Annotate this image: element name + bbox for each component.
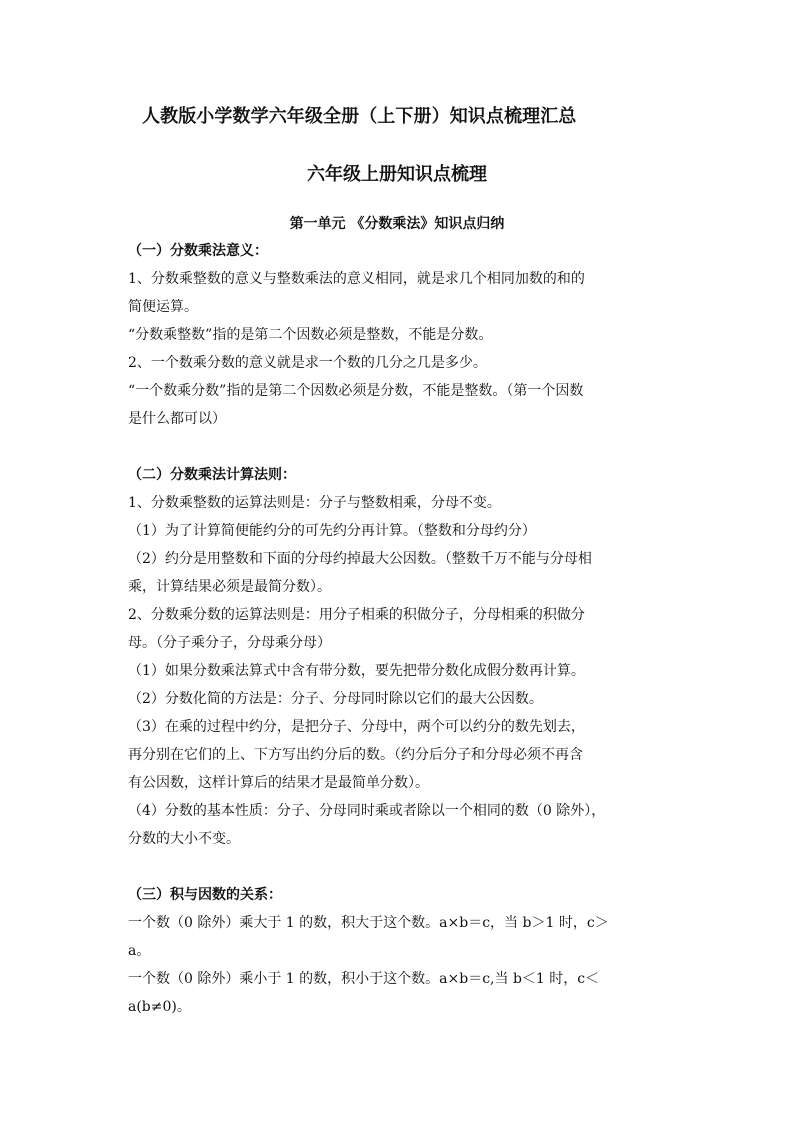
text-line: 是什么都可以） (128, 411, 226, 427)
text-line: （1）如果分数乘法算式中含有带分数，要先把带分数化成假分数再计算。 (128, 663, 585, 679)
section-heading-relation: （三）积与因数的关系： (128, 887, 282, 903)
text-line: 有公因数，这样计算后的结果才是最简单分数）。 (128, 775, 429, 791)
text-line: 简便运算。 (128, 299, 198, 315)
text-line: “一个数乘分数”指的是第二个因数必须是分数，不能是整数。（第一个因数 (128, 383, 584, 399)
text-line: （2）约分是用整数和下面的分母约掉最大公因数。（整数千万不能与分母相 (128, 551, 592, 567)
text-line: （2）分数化简的方法是：分子、分母同时除以它们的最大公因数。 (128, 691, 543, 707)
text-line: 一个数（0 除外）乘小于 1 的数，积小于这个数。a×b＝c,当 b＜1 时，c＜ (128, 971, 600, 987)
text-line: 分数的大小不变。 (128, 831, 240, 847)
unit-title: 第一单元 《分数乘法》知识点归纳 (289, 216, 505, 232)
text-line: （3）在乘的过程中约分，是把分子、分母中，两个可以约分的数先划去， (128, 719, 585, 735)
text-line: a。 (128, 943, 151, 959)
text-line: 再分别在它们的上、下方写出约分后的数。（约分后分子和分母必须不再含 (128, 747, 583, 763)
text-line: “分数乘整数”指的是第二个因数必须是整数，不能是分数。 (128, 327, 493, 343)
section-heading-rules: （二）分数乘法计算法则： (128, 467, 296, 483)
text-line: 母。（分子乘分子，分母乘分母） (128, 635, 331, 651)
text-line: 一个数（0 除外）乘大于 1 的数，积大于这个数。a×b＝c，当 b＞1 时，c＞ (128, 915, 609, 931)
text-line: 1、分数乘整数的意义与整数乘法的意义相同，就是求几个相同加数的和的 (128, 271, 585, 287)
text-line: 1、分数乘整数的运算法则是：分子与整数相乘，分母不变。 (128, 495, 501, 511)
text-line: 乘，计算结果必须是最简分数）。 (128, 579, 331, 595)
text-line: （1）为了计算简便能约分的可先约分再计算。（整数和分母约分） (128, 523, 536, 539)
document-title: 人教版小学数学六年级全册（上下册）知识点梳理汇总 (142, 106, 577, 127)
document-subtitle: 六年级上册知识点梳理 (307, 164, 487, 185)
text-line: （4）分数的基本性质：分子、分母同时乘或者除以一个相同的数（0 除外）， (128, 803, 606, 819)
section-heading-meaning: （一）分数乘法意义： (128, 243, 268, 259)
text-line: a(b≠0)。 (128, 999, 191, 1015)
text-line: 2、分数乘分数的运算法则是：用分子相乘的积做分子，分母相乘的积做分 (128, 607, 585, 623)
text-line: 2、一个数乘分数的意义就是求一个数的几分之几是多少。 (128, 355, 487, 371)
